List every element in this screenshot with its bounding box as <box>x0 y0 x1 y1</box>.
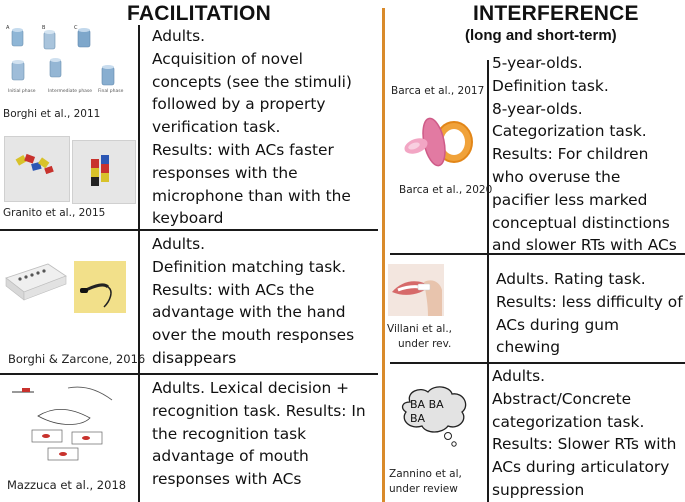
text-line: Adults. <box>152 235 206 253</box>
text-line: the recognition task <box>152 424 307 443</box>
citation-villani-line-1: Villani et al., <box>387 323 452 335</box>
text-line: Results: with ACs faster <box>152 140 334 159</box>
text-line: Categorization task. <box>492 122 647 141</box>
text-line: disappears <box>152 348 237 367</box>
citation-zannino-line-1: Zannino et al, <box>389 468 462 480</box>
text-line: Adults. Rating task. <box>496 270 646 288</box>
citation-granito-2015: Granito et al., 2015 <box>3 207 106 219</box>
citation-borghi-zarcone-2016: Borghi & Zarcone, 2016 <box>8 352 146 366</box>
interference-subtitle: (long and short-term) <box>465 27 617 44</box>
text-line: Results: with ACs the <box>152 280 315 299</box>
text-line: concepts (see the stimuli) <box>152 72 352 91</box>
phase-label-initial: Initial phase <box>8 89 36 94</box>
text-line: Definition task. <box>492 76 609 95</box>
text-line: and slower RTs with ACs <box>492 236 677 255</box>
text-line: over the mouth responses <box>152 326 355 345</box>
text-line: Results: For children <box>492 145 649 164</box>
text-line: conceptual distinctions <box>492 213 670 232</box>
left-row-divider-2 <box>0 373 378 375</box>
text-line: microphone than with the <box>152 186 351 205</box>
interference-row-3-text <box>492 365 676 502</box>
text-line: keyboard <box>152 209 224 228</box>
text-line: Adults. Lexical decision + <box>152 379 350 397</box>
text-line: recognition task. Results: In <box>152 401 366 420</box>
colored-blocks-image-1 <box>4 136 70 202</box>
text-line: advantage of mouth <box>152 447 309 466</box>
text-line: Abstract/Concrete <box>492 389 632 408</box>
bubble-text-line-1: BA BA <box>410 398 444 411</box>
text-line: ACs during gum <box>496 315 619 334</box>
citation-barca-2020: Barca et al., 2020 <box>399 184 493 196</box>
citation-villani-line-2: under rev. <box>398 338 452 350</box>
text-line: Adults. <box>152 27 206 45</box>
text-line: Results: Slower RTs with <box>492 435 677 454</box>
facilitation-row-2-text <box>152 233 354 370</box>
text-line: Definition matching task. <box>152 257 347 276</box>
text-line: categorization task. <box>492 412 645 431</box>
text-line: who overuse the <box>492 167 621 186</box>
text-line: suppression <box>492 480 585 499</box>
gum-chewing-image <box>388 264 444 316</box>
interference-title: INTERFERENCE <box>473 2 639 25</box>
novel-objects-stimuli-image <box>4 22 132 100</box>
text-line: followed by a property <box>152 95 326 114</box>
text-line: advantage with the hand <box>152 303 346 322</box>
text-line: responses with ACs <box>152 470 302 489</box>
right-row-divider-2 <box>390 362 685 364</box>
left-column-rule <box>138 25 140 502</box>
response-box-image <box>4 258 68 304</box>
panel-label-a: A <box>6 25 10 31</box>
text-line: Acquisition of novel <box>152 49 303 68</box>
center-divider <box>382 8 385 502</box>
text-line: 5-year-olds. <box>492 54 583 72</box>
microphone-image <box>74 261 126 313</box>
facilitation-title: FACILITATION <box>127 2 271 25</box>
text-line: responses with the <box>152 163 298 182</box>
text-line: 8-year-olds. <box>492 99 583 118</box>
text-line: pacifier less marked <box>492 190 648 209</box>
pacifier-image <box>398 102 480 178</box>
phase-label-intermediate: Intermediate phase <box>48 89 93 94</box>
experiment-procedure-sketch <box>8 382 132 466</box>
bubble-text-line-2: BA <box>410 412 426 425</box>
thought-bubble-icon <box>398 384 472 450</box>
facilitation-row-1-text <box>152 25 352 230</box>
text-line: verification task. <box>152 118 281 137</box>
text-line: Adults. <box>492 367 546 385</box>
text-line: Results: less difficulty of <box>496 292 683 311</box>
interference-row-2-text <box>496 268 683 359</box>
text-line: ACs during articulatory <box>492 458 670 477</box>
right-column-rule <box>487 60 489 502</box>
phase-label-final: Final phase <box>98 89 124 94</box>
facilitation-row-3-text <box>152 377 366 491</box>
interference-row-1-text <box>492 52 677 257</box>
citation-mazzuca-2018: Mazzuca et al., 2018 <box>7 478 127 492</box>
citation-barca-2017: Barca et al., 2017 <box>391 85 485 97</box>
panel-label-b: B <box>42 25 46 31</box>
citation-zannino-line-2: under review <box>389 483 458 495</box>
panel-label-c: C <box>74 25 78 31</box>
text-line: chewing <box>496 338 561 357</box>
colored-blocks-image-2 <box>72 140 136 204</box>
citation-borghi-2011: Borghi et al., 2011 <box>3 108 101 120</box>
